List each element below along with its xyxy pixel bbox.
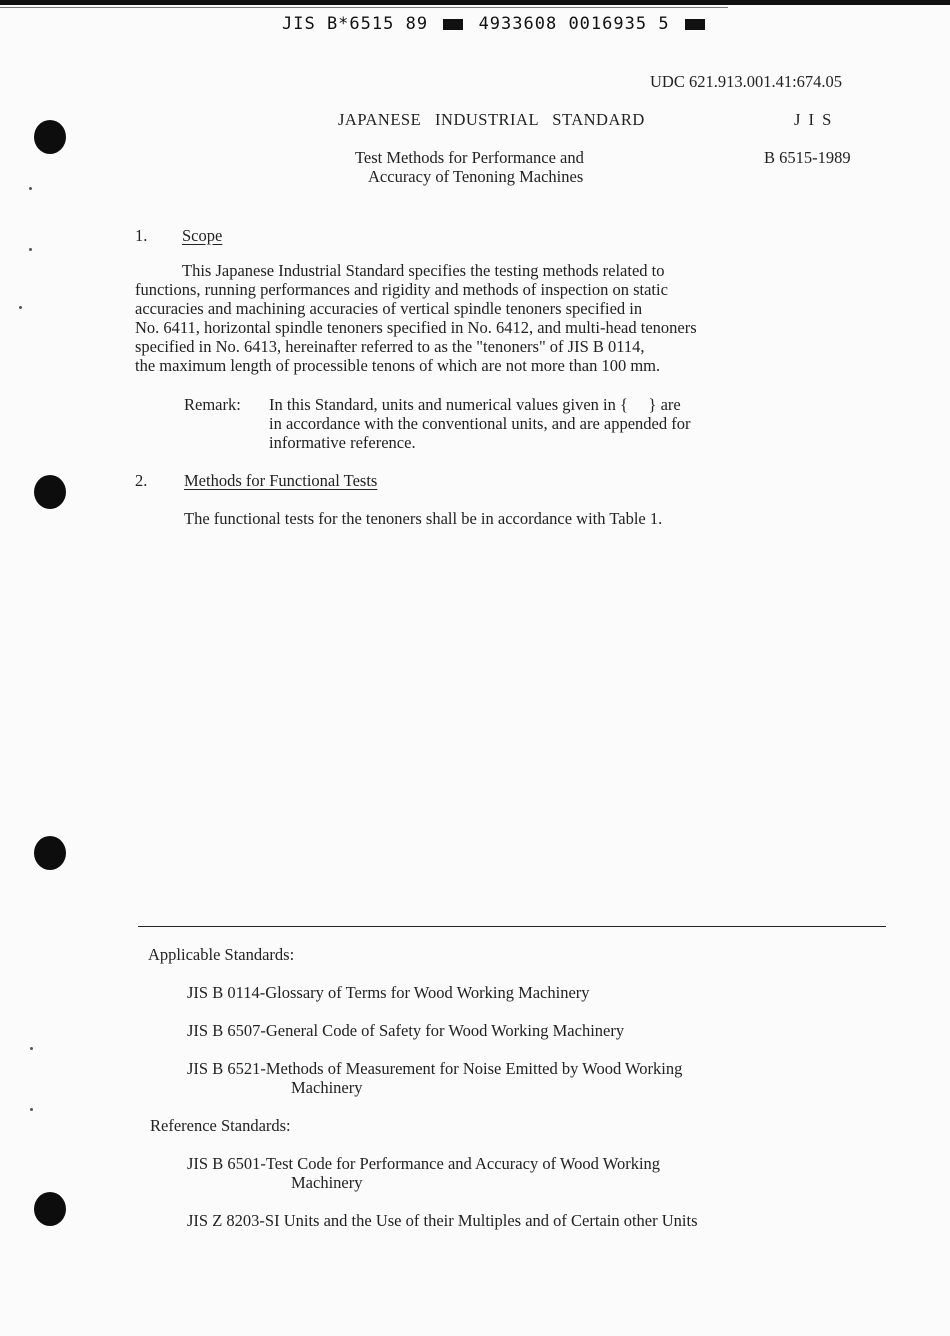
title-line-2: Accuracy of Tenoning Machines xyxy=(368,167,584,186)
scope-line-2: functions, running performances and rigidity and methods of inspection on static xyxy=(135,280,668,299)
section-1-heading: Scope xyxy=(182,226,223,245)
applicable-heading: Applicable Standards: xyxy=(148,945,295,964)
footnote-divider xyxy=(138,926,886,927)
scope-line-5: specified in No. 6413, hereinafter referred to as the "tenoners" of JIS B 0114, xyxy=(135,337,645,356)
applicable-item: JIS B 6521-Methods of Measurement for Noise Emitted by Wood Working xyxy=(187,1059,683,1078)
applicable-item-continuation: Machinery xyxy=(291,1078,363,1097)
scan-speck xyxy=(29,248,32,251)
header-block-mark xyxy=(443,19,463,30)
scope-line-6: the maximum length of processible tenons of which are not more than 100 mm. xyxy=(135,356,661,375)
reference-item: JIS B 6501-Test Code for Performance and Accuracy of Wood Working xyxy=(187,1154,661,1173)
binder-hole xyxy=(34,836,66,870)
header-code-left: JIS B*6515 89 xyxy=(282,14,429,34)
standard-label: JAPANESE INDUSTRIAL STANDARD xyxy=(338,110,645,129)
remark-line-2: in accordance with the conventional units, and are appended for xyxy=(269,414,691,433)
header-block-mark xyxy=(685,19,705,30)
title-line-1: Test Methods for Performance and xyxy=(355,148,584,167)
udc-code: UDC 621.913.001.41:674.05 xyxy=(650,72,843,91)
applicable-item: JIS B 0114-Glossary of Terms for Wood Working Machinery xyxy=(187,983,590,1002)
scan-speck xyxy=(19,306,22,309)
binder-hole xyxy=(34,475,66,509)
remark-line-3: informative reference. xyxy=(269,433,416,452)
top-border xyxy=(0,0,950,5)
header-barcode-line xyxy=(282,14,709,34)
scan-speck xyxy=(30,1047,33,1050)
jis-mark: J I S xyxy=(794,110,834,129)
scope-line-3: accuracies and machining accuracies of vertical spindle tenoners specified in xyxy=(135,299,643,318)
reference-item-continuation: Machinery xyxy=(291,1173,363,1192)
remark-label: Remark: xyxy=(184,395,241,414)
scope-line-4: No. 6411, horizontal spindle tenoners specified in No. 6412, and multi-head tenoners xyxy=(135,318,697,337)
binder-hole xyxy=(34,120,66,154)
section-1-number: 1. xyxy=(135,226,148,245)
top-border-thin xyxy=(0,7,728,8)
section-2-number: 2. xyxy=(135,471,148,490)
standard-number: B 6515-1989 xyxy=(764,148,851,167)
reference-item: JIS Z 8203-SI Units and the Use of their Multiples and of Certain other Units xyxy=(187,1211,698,1230)
header-code-right: 4933608 0016935 5 xyxy=(478,14,670,34)
section-2-text: The functional tests for the tenoners shall be in accordance with Table 1. xyxy=(184,509,663,528)
applicable-item: JIS B 6507-General Code of Safety for Wood Working Machinery xyxy=(187,1021,625,1040)
remark-line-1: In this Standard, units and numerical values given in { } are xyxy=(269,395,681,414)
section-2-heading: Methods for Functional Tests xyxy=(184,471,378,490)
binder-hole xyxy=(34,1192,66,1226)
scan-speck xyxy=(30,1108,33,1111)
reference-heading: Reference Standards: xyxy=(150,1116,291,1135)
scan-speck xyxy=(29,187,32,190)
scope-line-1: This Japanese Industrial Standard specifies the testing methods related to xyxy=(182,261,665,280)
